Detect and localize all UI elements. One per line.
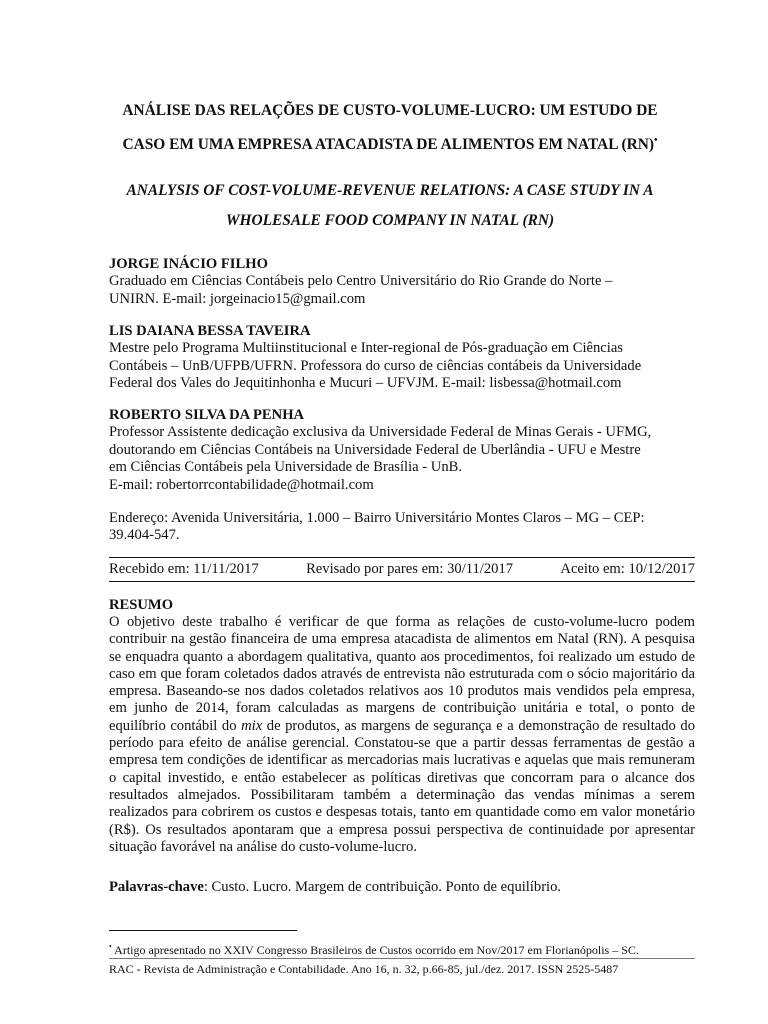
author-name: LIS DAIANA BESSA TAVEIRA xyxy=(109,323,311,339)
accepted-date: Aceito em: 10/12/2017 xyxy=(560,561,695,577)
address-line-2: 39.404-547. xyxy=(109,527,180,544)
author-affiliation-line: Professor Assistente dedicação exclusiva da Universidade Federal de Minas Gerais - UFMG, xyxy=(109,424,652,441)
abstract-text-part-2: de produtos, as margens de segurança e a demonstração de resultado do período para efeito de análise gerencial. Constatou-se que a partir dessas ferramentas de gestão a empresa tem condições de identificar as mercadorias mais lucrativas e aquelas que mais remuneram o capital investido, e então estabelecer as políticas diretivas que concorram para o alcance dos resultados almejados. Possibilitaram também a determinação das vendas mínimas a serem realizados para cobrirem os custos e despesas totais, tanto em quantidade como em valor monetário (R$). Os resultados apontaram que a empresa possui perspectiva de continuidade por apresentar situação favorável na análise do custo-volume-lucro. xyxy=(109,717,695,855)
abstract-text-part-1: O objetivo deste trabalho é verificar de que forma as relações de custo-volume-lucro podem contribuir na gestão financeira de uma empresa atacadista de alimentos em Natal (RN). A pesquisa se enquadra quanto a abordagem qualitativa, quanto aos procedimentos, foi realizado um estudo de caso em que foram coletados dados através de entrevista não estruturada com o sócio majoritário da empresa. Baseando-se nos dados coletados relativos aos 10 produtos mais vendidos pela empresa, em junho de 2014, foram calculadas as margens de contribuição unitária e total, o ponto de equilíbrio contábil do xyxy=(109,614,695,734)
revised-date: Revisado por pares em: 30/11/2017 xyxy=(306,561,514,577)
author-affiliation-line: Contábeis – UnB/UFPB/UFRN. Professora do curso de ciências contábeis da Universidade xyxy=(109,357,642,374)
footnote xyxy=(109,939,699,958)
dates-top-divider xyxy=(109,557,695,558)
author-affiliation-line: Mestre pelo Programa Multiinstitucional e Inter-regional de Pós-graduação em Ciências xyxy=(109,340,623,357)
title-english xyxy=(100,176,680,236)
address-block xyxy=(109,510,695,545)
received-date: Recebido em: 11/11/2017 xyxy=(109,561,259,577)
author-block-2 xyxy=(109,323,695,393)
author-affiliation-line: em Ciências Contábeis pela Universidade de Brasília - UnB. xyxy=(109,459,462,476)
abstract-mix-term: mix xyxy=(241,717,263,734)
submission-dates xyxy=(109,561,695,578)
dates-bottom-divider xyxy=(109,581,695,582)
footnote-divider xyxy=(109,930,297,931)
keywords-list: : Custo. Lucro. Margem de contribuição. Ponto de equilíbrio. xyxy=(203,879,562,895)
title-en-line-1: ANALYSIS OF COST-VOLUME-REVENUE RELATIONS: A CASE STUDY IN A xyxy=(126,182,654,199)
author-name: JORGE INÁCIO FILHO xyxy=(109,256,268,272)
author-affiliation-line: Federal dos Vales do Jequitinhonha e Mucuri – UFVJM. E-mail: lisbessa@hotmail.com xyxy=(109,375,622,392)
abstract-heading: RESUMO xyxy=(109,597,174,613)
author-affiliation-line: doutorando em Ciências Contábeis na Universidade Federal de Uberlândia - UFU e Mestre xyxy=(109,441,641,458)
title-en-line-2: WHOLESALE FOOD COMPANY IN NATAL (RN) xyxy=(225,212,555,229)
keywords-label: Palavras-chave xyxy=(109,879,204,895)
title-portuguese xyxy=(100,96,680,160)
footnote-text: Artigo apresentado no XXIV Congresso Brasileiros de Custos ocorrido em Nov/2017 em Florianópolis – SC. xyxy=(111,943,639,957)
author-block-1 xyxy=(109,256,695,308)
title-pt-line-2: CASO EM UMA EMPRESA ATACADISTA DE ALIMENTOS EM NATAL (RN) xyxy=(122,136,654,154)
keywords xyxy=(109,879,695,896)
author-name: ROBERTO SILVA DA PENHA xyxy=(109,407,305,423)
running-footer: RAC - Revista de Administração e Contabilidade. Ano 16, n. 32, p.66-85, jul./dez. 2017. ISSN 2525-5487 xyxy=(109,962,619,976)
author-affiliation-line: UNIRN. E-mail: jorgeinacio15@gmail.com xyxy=(109,290,366,307)
footnote-marker: • xyxy=(109,942,112,951)
author-affiliation-line: Graduado em Ciências Contábeis pelo Centro Universitário do Rio Grande do Norte – xyxy=(109,273,613,290)
address-line-1: Endereço: Avenida Universitária, 1.000 – Bairro Universitário Montes Claros – MG – CEP: xyxy=(109,510,645,526)
author-email-line: E-mail: robertorrcontabilidade@hotmail.com xyxy=(109,476,374,493)
title-pt-line-1: ANÁLISE DAS RELAÇÕES DE CUSTO-VOLUME-LUCRO: UM ESTUDO DE xyxy=(122,102,658,119)
author-block-3 xyxy=(109,407,695,494)
abstract-text xyxy=(109,614,695,856)
footer-divider xyxy=(109,958,695,959)
title-footnote-marker: • xyxy=(653,135,658,146)
